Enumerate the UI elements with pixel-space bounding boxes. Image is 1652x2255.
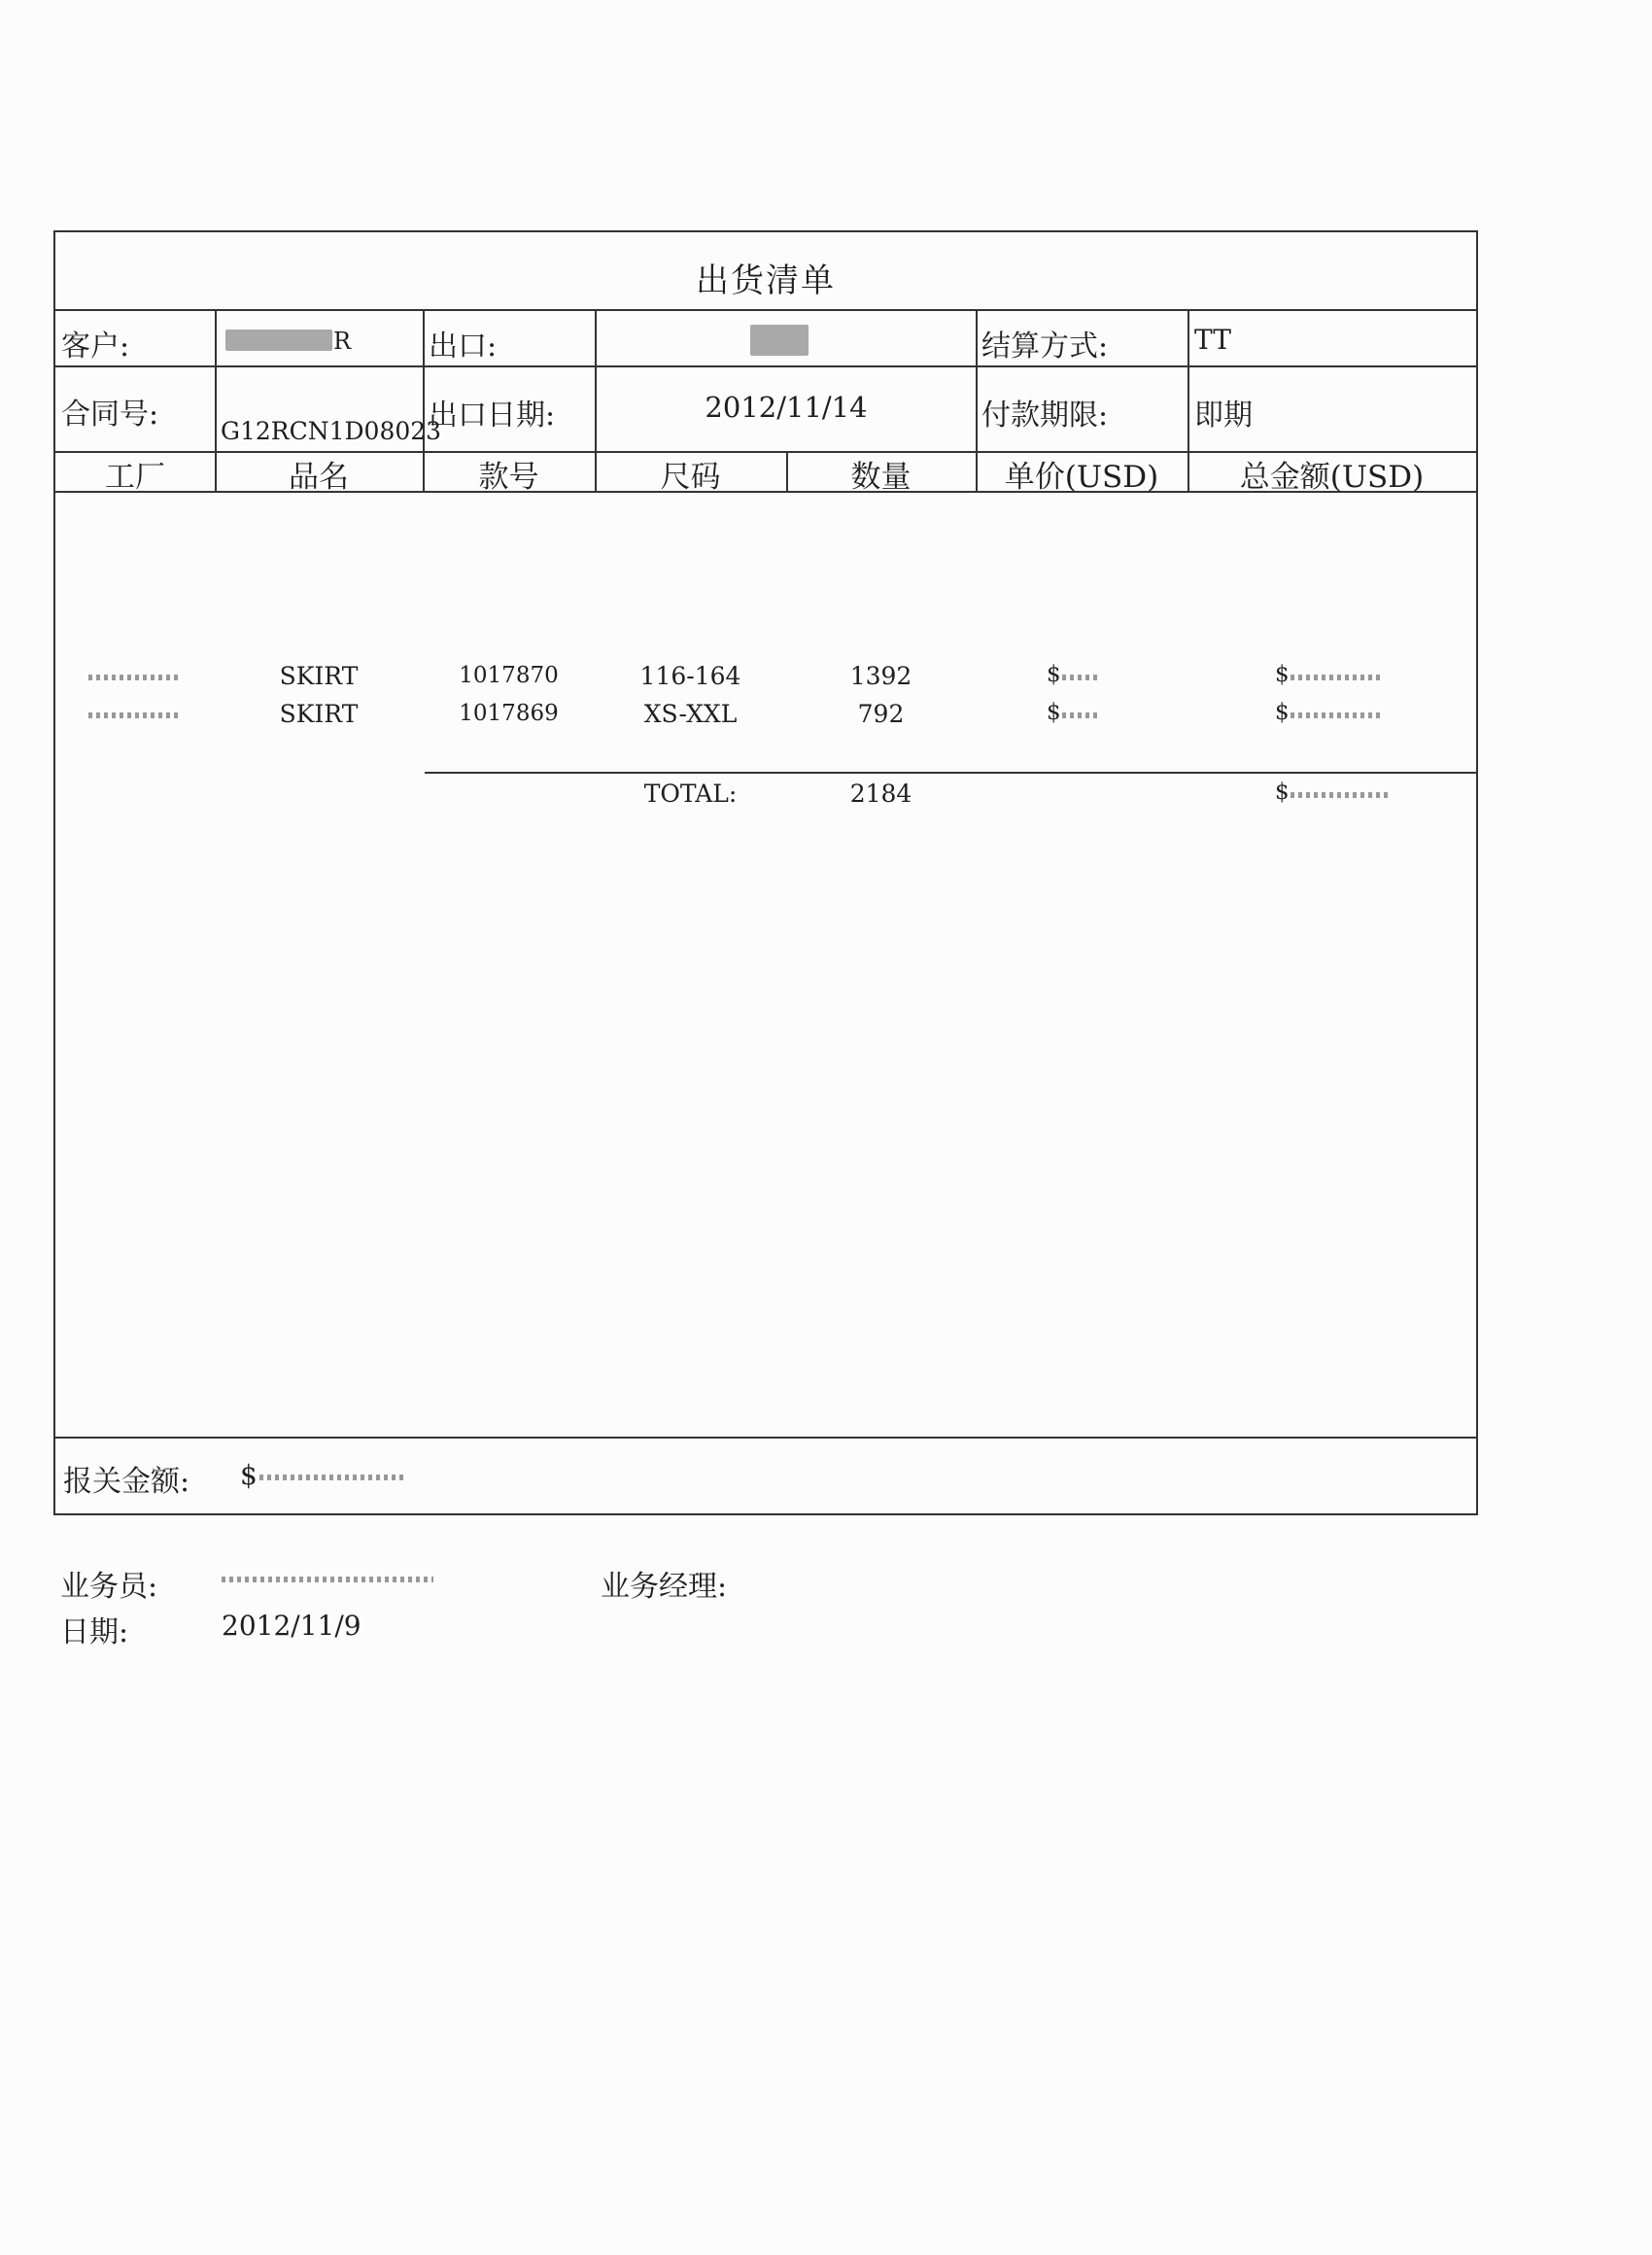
rule-under-title — [55, 309, 1476, 311]
salesperson-redaction — [222, 1577, 433, 1582]
shipping-list-form — [53, 230, 1478, 1515]
row2-total-redaction — [1291, 712, 1380, 718]
row2-product: SKIRT — [279, 700, 359, 728]
header-size: 尺码 — [660, 460, 721, 495]
rule-above-customs — [55, 1437, 1476, 1439]
header-style-no: 款号 — [478, 460, 539, 495]
total-label: TOTAL: — [643, 780, 738, 808]
total-amount: $ — [1275, 780, 1290, 805]
customer-label: 客户: — [61, 330, 130, 364]
rule-under-customer-row — [55, 365, 1476, 367]
header-unit-price: 单价(USD) — [1004, 460, 1159, 495]
customs-amount-label: 报关金额: — [63, 1465, 190, 1499]
header-product-name: 品名 — [289, 460, 349, 495]
row1-unit-price-redaction — [1062, 675, 1099, 680]
row1-product: SKIRT — [279, 662, 359, 690]
row1-quantity: 1392 — [849, 662, 912, 690]
date-value: 2012/11/9 — [222, 1610, 361, 1642]
settlement-label: 结算方式: — [981, 330, 1109, 364]
row1-style: 1017870 — [459, 663, 559, 688]
row1-unit-price: $ — [1047, 662, 1061, 687]
factory-redaction — [88, 712, 182, 718]
row2-unit-price: $ — [1047, 700, 1061, 725]
export-date-label: 出口日期: — [429, 399, 556, 433]
export-label: 出口: — [429, 330, 498, 364]
form-title: 出货清单 — [696, 261, 836, 300]
row2-unit-price-redaction — [1062, 712, 1099, 718]
row2-size: XS-XXL — [643, 700, 738, 728]
total-quantity: 2184 — [849, 780, 912, 808]
customer-suffix: R — [333, 328, 352, 355]
factory-redaction — [88, 675, 182, 680]
contract-label: 合同号: — [61, 398, 159, 432]
row2-total: $ — [1275, 700, 1290, 725]
row2-style: 1017869 — [459, 701, 559, 726]
row1-total-redaction — [1291, 675, 1380, 680]
header-quantity: 数量 — [850, 460, 912, 495]
row2-quantity: 792 — [857, 700, 905, 728]
contract-number: G12RCN1D08023 — [221, 417, 442, 445]
export-date-value: 2012/11/14 — [705, 391, 868, 424]
total-amount-redaction — [1291, 792, 1388, 798]
sales-manager-label: 业务经理: — [601, 1570, 728, 1604]
customs-amount-value: $ — [240, 1459, 258, 1491]
export-redaction — [750, 325, 809, 356]
salesperson-label: 业务员: — [60, 1570, 158, 1604]
date-label: 日期: — [60, 1615, 129, 1649]
customer-redaction — [225, 330, 332, 351]
header-factory: 工厂 — [105, 460, 165, 495]
settlement-value: TT — [1194, 324, 1231, 356]
row1-total: $ — [1275, 662, 1290, 687]
row1-size: 116-164 — [639, 662, 741, 690]
customs-amount-redaction — [259, 1474, 405, 1480]
payment-term-label: 付款期限: — [981, 399, 1109, 433]
header-total-amount: 总金额(USD) — [1239, 460, 1425, 495]
payment-term-value: 即期 — [1194, 399, 1253, 433]
rule-above-total — [425, 772, 1476, 774]
